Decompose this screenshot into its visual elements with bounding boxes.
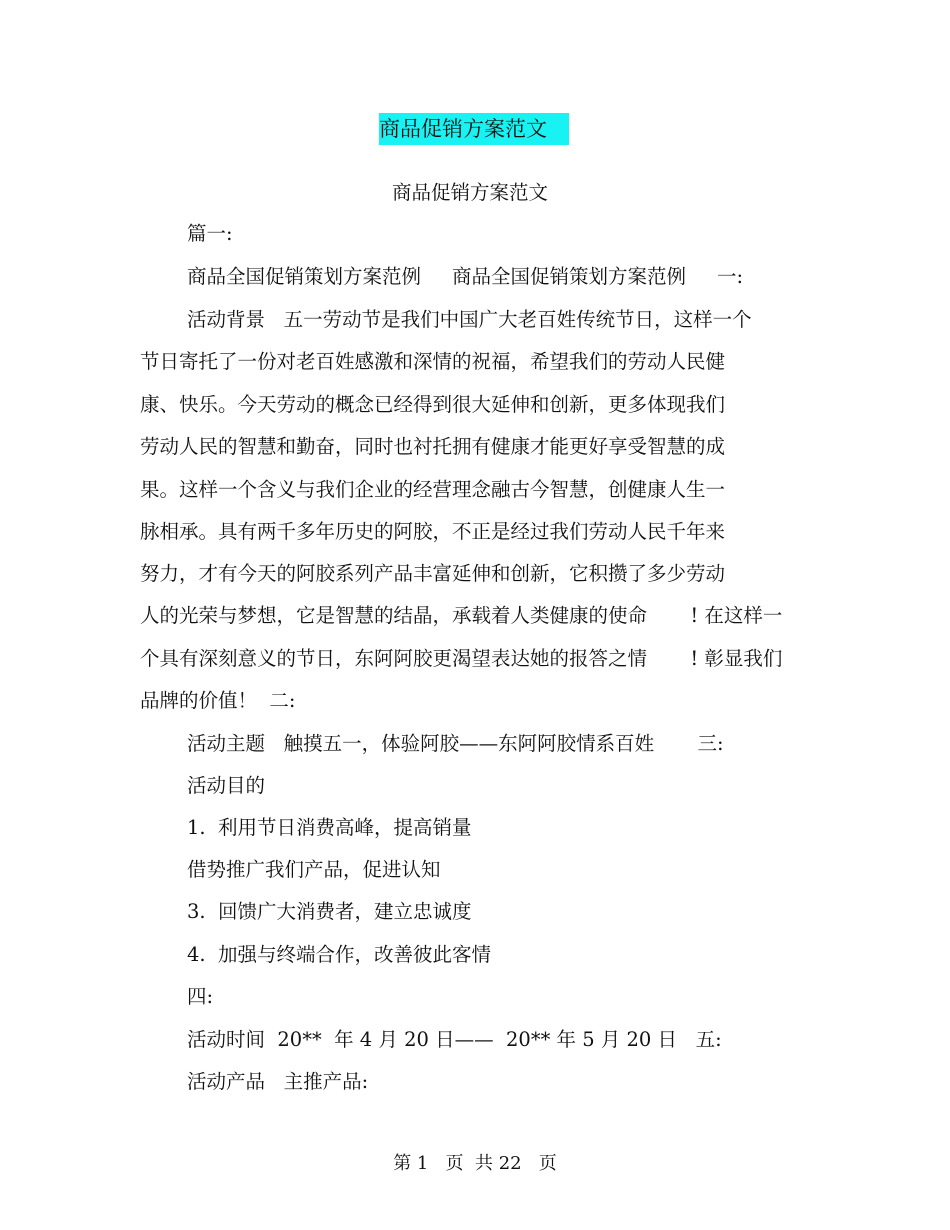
body-line: 篇一:	[187, 222, 233, 245]
body-line: 脉相承。具有两千多年历史的阿胶，不正是经过我们劳动人民千年来	[140, 520, 726, 543]
body-line: 借势推广我们产品，促进认知	[187, 858, 441, 881]
body-line: 活动背景 五一劳动节是我们中国广大老百姓传统节日，这样一个	[187, 308, 752, 331]
body-line: 人的光荣与梦想，它是智慧的结晶，承载着人类健康的使命 ! 在这样一	[140, 604, 783, 627]
document-title-wrap	[0, 113, 950, 145]
body-line: 活动时间 20** 年 4 月 20 日—— 20** 年 5 月 20 日 五:	[187, 1028, 722, 1051]
body-line: 商品全国促销策划方案范例 商品全国促销策划方案范例 一:	[187, 265, 744, 288]
body-line: 活动产品 主推产品:	[187, 1070, 369, 1093]
page-footer: 第 1 页 共 22 页	[393, 1153, 557, 1174]
body-line: 劳动人民的智慧和勤奋，同时也衬托拥有健康才能更好享受智慧的成	[140, 435, 726, 458]
body-line: 活动主题 触摸五一，体验阿胶——东阿阿胶情系百姓 三:	[187, 732, 724, 755]
body-line: 1. 利用节日消费高峰，提高销量	[187, 816, 472, 839]
body-line: 努力，才有今天的阿胶系列产品丰富延伸和创新，它积攒了多少劳动	[140, 562, 726, 585]
body-line: 四:	[187, 985, 214, 1008]
body-line: 果。这样一个含义与我们企业的经营理念融古今智慧，创健康人生一	[140, 478, 726, 501]
body-line: 4. 加强与终端合作，改善彼此客情	[187, 943, 492, 966]
body-line: 个具有深刻意义的节日，东阿阿胶更渴望表达她的报答之情 ! 彰显我们	[140, 647, 783, 670]
document-subtitle: 商品促销方案范文	[391, 181, 548, 204]
body-line: 品牌的价值！ 二:	[140, 689, 296, 712]
body-line: 节日寄托了一份对老百姓感激和深情的祝福，希望我们的劳动人民健	[140, 350, 726, 373]
body-line: 活动目的	[187, 774, 266, 797]
document-title: 商品促销方案范文	[379, 113, 569, 145]
body-line: 3. 回馈广大消费者，建立忠诚度	[187, 900, 472, 923]
body-line: 康、快乐。今天劳动的概念已经得到很大延伸和创新，更多体现我们	[140, 393, 726, 416]
